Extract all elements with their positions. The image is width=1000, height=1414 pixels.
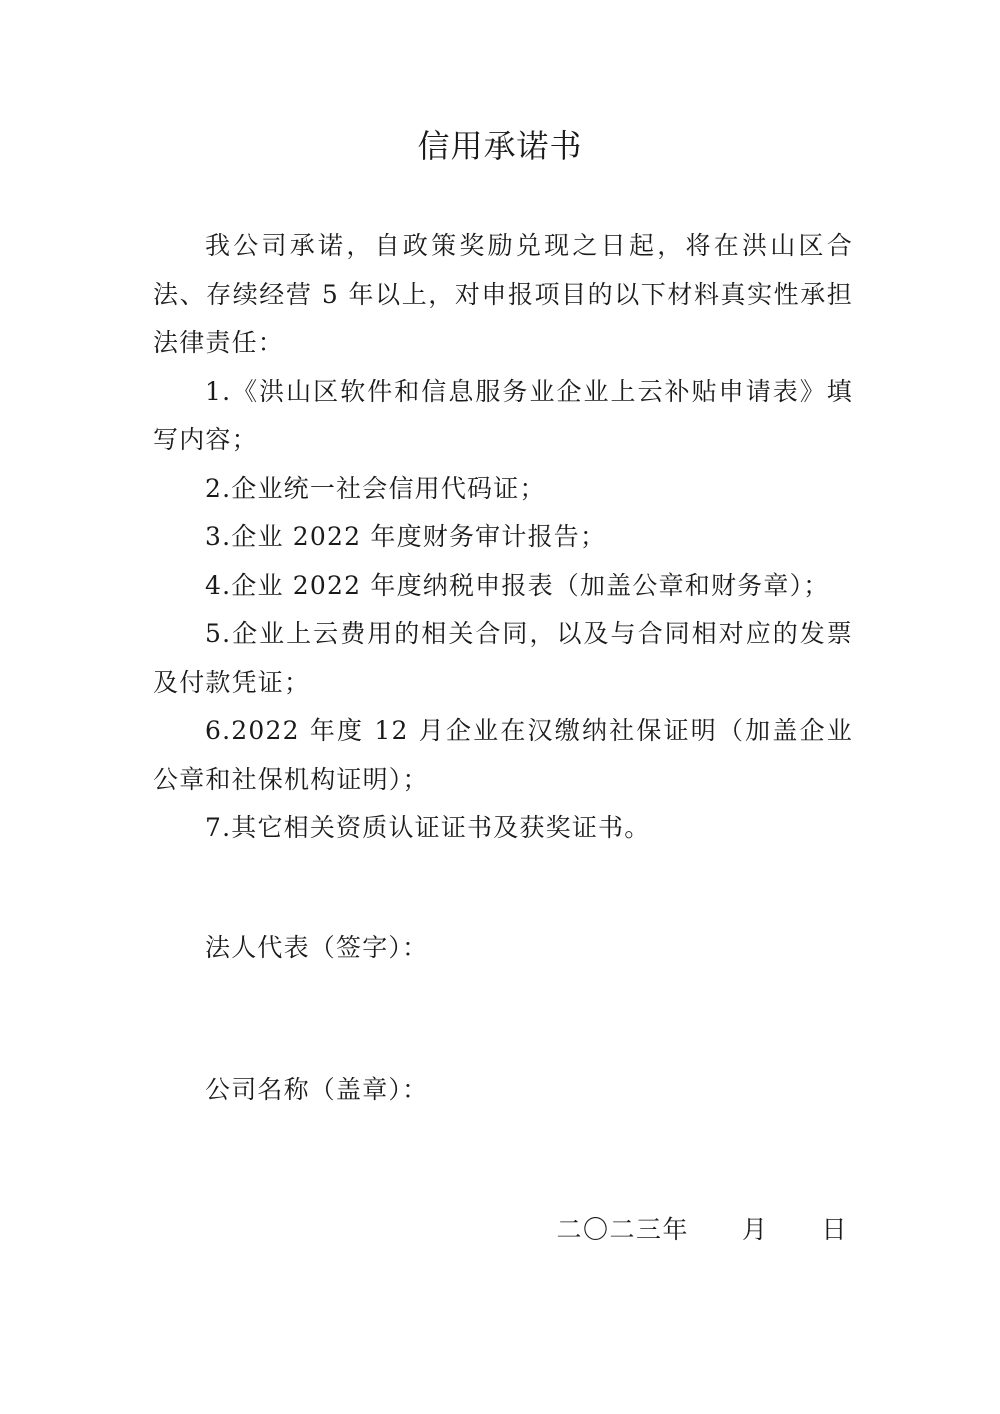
legal-rep-signature-label: 法人代表（签字）： [205,933,429,962]
document-title: 信用承诺书 [417,127,583,165]
list-item-3: 3.企业 2022 年度财务审计报告； [205,522,607,551]
list-item-4: 4.企业 2022 年度纳税申报表（加盖公章和财务章）； [205,570,830,600]
list-item-2: 2.企业统一社会信用代码证； [205,473,546,503]
document-body [153,222,853,853]
list-item-6: 6.2022 年度 12 月企业在汉缴纳社保证明（加盖企业公章和社保机构证明）； [153,716,853,794]
date-line: 二〇二三年 月 日 [556,1215,848,1244]
intro-paragraph: 我公司承诺，自政策奖励兑现之日起，将在洪山区合法、存续经营 5 年以上，对申报项目的以下材料真实性承担法律责任： [153,231,853,357]
list-item-5: 5.企业上云费用的相关合同，以及与合同相对应的发票及付款凭证； [153,619,853,697]
company-seal-label: 公司名称（盖章）： [205,1075,429,1104]
list-item-7: 7.其它相关资质认证证书及获奖证书。 [205,813,651,842]
list-item-1: 1.《洪山区软件和信息服务业企业上云补贴申请表》填写内容； [153,376,853,454]
